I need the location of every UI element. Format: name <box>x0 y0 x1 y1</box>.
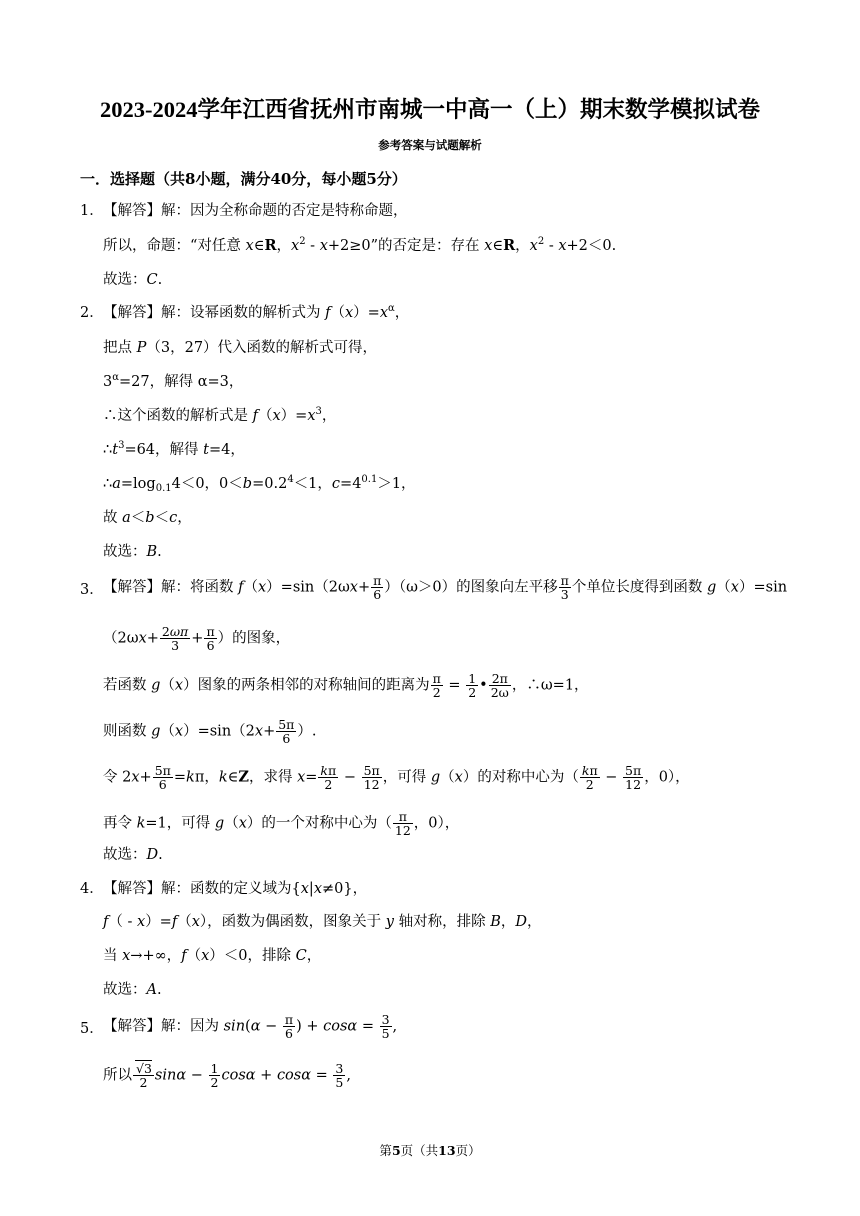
q5-line-2: 所以 $\frac{√3}{2}$ sinα − $\frac{1}{2}$ cosα + cosα = $\frac{3}{5}$ , <box>103 1061 351 1090</box>
q4-line-2: f（ - x）=f（x），函数为偶函数，图象关于 y 轴对称，排除 B，D， <box>103 914 542 930</box>
q5-head: 【解答】解：因为 sin(α − $\frac{\pi}{6}$ ) + cosα = $\frac{3}{5}$ , <box>103 1012 398 1041</box>
q2-head: 【解答】解：设幂函数的解析式为 $f(x)=x^\alpha$， <box>103 303 410 321</box>
q5-number: 5． <box>80 1021 104 1037</box>
page-subtitle: 参考答案与试题解析 <box>378 138 482 152</box>
q3-line-3: 若函数 g（x）图象的两条相邻的对称轴间的距离为 $\frac{\pi}{2}$ = $\frac{1}{2}$ • $\frac{2\pi}{2\omega}$ ，∴ω=1， <box>103 671 589 700</box>
q2-line-7: 故 a＜b＜c， <box>103 510 192 526</box>
q4-line-3: 当 x→+∞，f（x）＜0，排除 C， <box>103 948 322 964</box>
q3-line-4: 则函数 g（x）=sin（2x+ $\frac{5\pi}{6}$ ）. <box>103 717 317 746</box>
q2-line-4: ∴这个函数的解析式是 $f(x)=x^3$， <box>103 406 337 424</box>
q1-head: 【解答】解：因为全称命题的否定是特称命题， <box>103 203 408 219</box>
page-footer: 第5页（共13页） <box>379 1143 481 1158</box>
q4-head: 【解答】解：函数的定义域为{x|x≠0}， <box>103 881 368 897</box>
section-heading: 一．选择题（共8小题，满分40分，每小题5分） <box>80 170 407 188</box>
q3-line-6: 再令 k=1，可得 g（x）的一个对称中心为（ $\frac{\pi}{12}$ ，0）， <box>103 809 460 838</box>
q2-number: 2． <box>80 305 104 321</box>
q2-line-6: $\therefore a=\log_{0.1}4<0$，$0<b=0.2^4<1$，$c=4^{0.1}>1$， <box>103 474 416 494</box>
q2-line-2: 把点 P（3，27）代入函数的解析式可得， <box>103 340 378 356</box>
q1-line-3: 故选：C. <box>103 272 163 288</box>
page-title: 2023-2024学年江西省抚州市南城一中高一（上）期末数学模拟试卷 <box>100 97 760 122</box>
q2-line-8: 故选：B. <box>103 544 162 560</box>
q3-number: 3． <box>80 582 104 598</box>
q1-number: 1． <box>80 203 104 219</box>
q3-line-5: 令 2x+ $\frac{5\pi}{6}$ =kπ，k∈Z，求得 x= $\frac{k\pi}{2}$ − $\frac{5\pi}{12}$ ，可得 g（x）的对称中心为（ $\frac{k\pi}{2}$ − $\frac{5\pi}{12}$ ，0）， <box>103 763 690 792</box>
q3-head: 【解答】解：将函数 f（x）=sin（2ωx+ $\frac{\pi}{6}$ ）（ω＞0）的图象向左平移 $\frac{\pi}{3}$ 个单位长度得到函数 g（x）=sin <box>103 573 788 602</box>
q4-number: 4． <box>80 881 104 897</box>
q1-line-2: 所以，命题：“对任意 x∈R，$x^2 - x+2\ge 0$”的否定是：存在 x∈R，$x^2 - x+2<0$. <box>103 236 617 254</box>
q3-line-7: 故选：D. <box>103 847 163 863</box>
q2-line-3: $3^\alpha=27$，解得 α=3， <box>103 372 244 390</box>
q4-line-4: 故选：A. <box>103 982 162 998</box>
q2-line-5: $\therefore t^3=64$，解得 t=4， <box>103 440 245 458</box>
q3-line-2: （2ωx+ $\frac{2\omega\pi}{3}$ + $\frac{\pi}{6}$ ）的图象， <box>103 624 291 653</box>
